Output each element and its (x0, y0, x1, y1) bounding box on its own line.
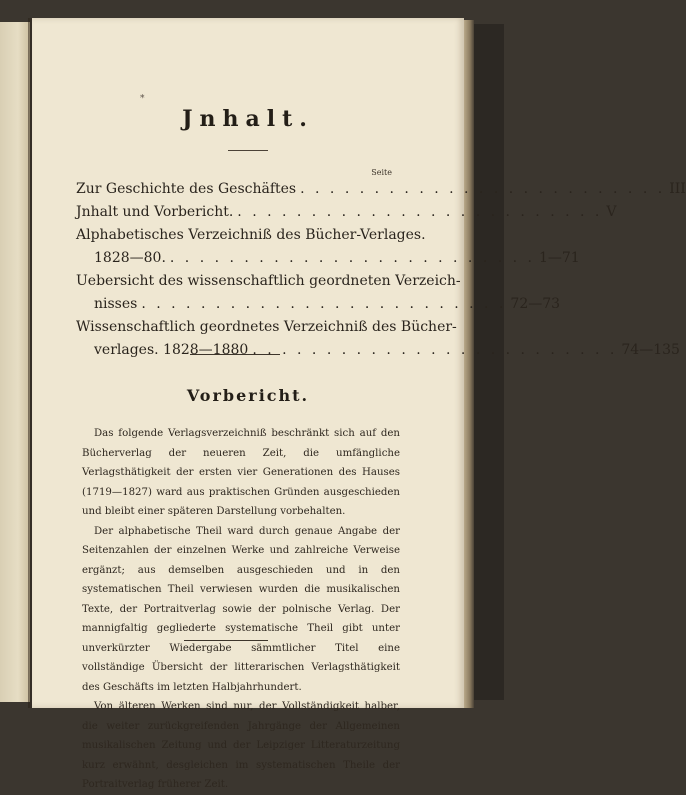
toc-entry-page: 1—71 (538, 250, 580, 266)
toc-entry (76, 316, 457, 339)
toc-entry-page: 72—73 (510, 296, 561, 312)
toc-entry-label: Alphabetisches Verzeichniß des Bücher-Verlages. (76, 227, 426, 243)
preface-paragraph: Der alphabetische Theil ward durch genaue Angabe der Seitenzahlen der einzelnen Werke und zahlreiche Verweise ergänzt; aus demselben ausgeschieden und in den systematischen Theil verwiesen wurden die musikalischen Texte, der Portraitverlag sowie der polnische Verlag. Der mannigfaltig gegliederte systematische Theil gibt unter unverkürzter Wiedergabe sämmtlicher Titel eine vollständige Übersicht der litterarischen Verlagsthätigkeit des Geschäfts im letzten Halbjahrhundert. (82, 525, 400, 693)
book-page (32, 18, 686, 790)
toc-entry (76, 247, 580, 270)
toc-entry (76, 339, 680, 362)
seite-label: Seite (371, 168, 392, 177)
toc-entry (76, 224, 426, 247)
preface-text (82, 424, 400, 795)
toc-entry-page: V (606, 204, 617, 220)
toc-entry-page: III (669, 181, 686, 197)
toc-leader-dots: . . . . . . . . . . . . . . . . . . . . . . . . . (141, 296, 507, 312)
preface-paragraph: Von älteren Werken sind nur, der Vollständigkeit halber, die weiter zurückgreifenden Jahrgänge der Allgemeinen musikalischen Zeitung und der Leipziger Litteraturzeitung kurz erwähnt, desgleichen im systematischen Theile der Portraitverlag früherer Zeit. (82, 701, 400, 790)
page-title: Jnhalt. (182, 106, 314, 132)
title-rule (228, 150, 268, 151)
table-of-contents (76, 178, 686, 362)
toc-leader-dots: . . . . . . . . . . . . . . . . . . . . . . . . . (169, 250, 535, 266)
section-divider (190, 354, 280, 355)
toc-entry-label: nisses (94, 296, 138, 312)
toc-entry-label: Uebersicht des wissenschaftlich geordneten Verzeich- (76, 273, 461, 289)
toc-entry (76, 201, 617, 224)
toc-entry-label: Jnhalt und Vorbericht. (76, 204, 234, 220)
toc-entry-label: Wissenschaftlich geordnetes Verzeichniß des Bücher- (76, 319, 457, 335)
toc-entry (76, 270, 461, 293)
toc-leader-dots: . . . . . . . . . . . . . . . . . . . . . . . . . (252, 342, 618, 358)
toc-leader-dots: . . . . . . . . . . . . . . . . . . . . . . . . . (300, 181, 666, 197)
toc-entry-label: Zur Geschichte des Geschäftes (76, 181, 297, 197)
closing-divider (184, 640, 268, 641)
stray-mark: * (140, 94, 145, 104)
background-edge (474, 24, 504, 700)
toc-entry-label: 1828—80. (94, 250, 166, 266)
section-title: Vorbericht. (186, 386, 310, 405)
toc-leader-dots: . . . . . . . . . . . . . . . . . . . . . . . . . (237, 204, 603, 220)
left-page-edge (0, 22, 30, 702)
toc-entry-label: verlages. 1828—1880 (94, 342, 249, 358)
preface-paragraph: Das folgende Verlagsverzeichniß beschränkt sich auf den Bücherverlag der neueren Zeit, die umfängliche Verlagsthätigkeit der ersten vier Generationen des Hauses (1719—1827) ward aus praktischen Gründen ausgeschieden und bleibt einer späteren Darstellung vorbehalten. (82, 428, 400, 517)
toc-entry (76, 178, 686, 201)
toc-entry (76, 293, 561, 316)
right-page-edge (464, 20, 474, 708)
toc-entry-page: 74—135 (621, 342, 680, 358)
